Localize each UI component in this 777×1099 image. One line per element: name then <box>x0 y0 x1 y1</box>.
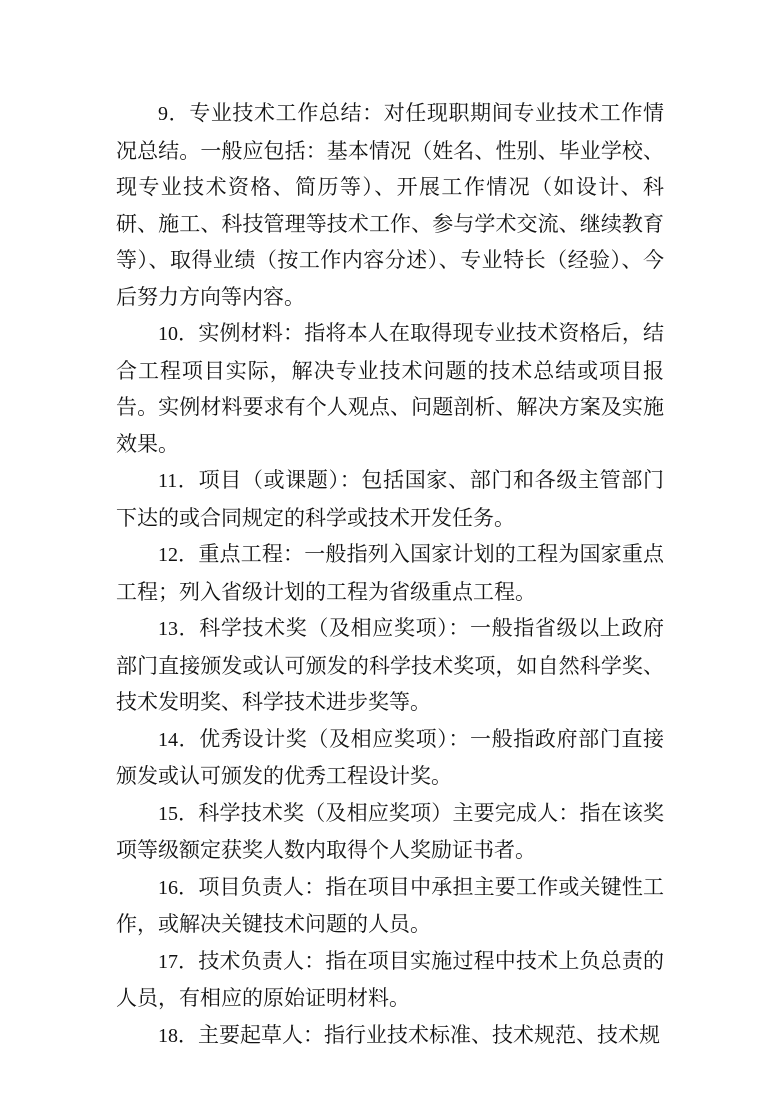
paragraph-number: 12． <box>158 544 199 566</box>
paragraph-number: 10． <box>158 323 199 345</box>
paragraph-number: 16． <box>158 876 199 899</box>
paragraph-number: 17． <box>158 950 199 973</box>
paragraph-16 <box>116 869 664 943</box>
paragraph-17 <box>116 943 664 1017</box>
paragraph-number: 11． <box>158 470 199 492</box>
paragraph-12 <box>116 536 664 610</box>
paragraph-15 <box>116 795 664 869</box>
paragraph-text: 技术负责人：指在项目实施过程中技术上负总责的人员，有相应的原始证明材料。 <box>116 948 665 1010</box>
paragraph-number: 14． <box>158 728 200 751</box>
paragraph-text: 科学技术奖（及相应奖项）：一般指省级以上政府部门直接颁发或认可颁发的科学技术奖项，如自然科学奖、技术发明奖、科学技术进步奖等。 <box>116 616 665 714</box>
paragraph-text: 优秀设计奖（及相应奖项）：一般指政府部门直接颁发或认可颁发的优秀工程设计奖。 <box>116 726 665 788</box>
paragraph-text: 项目（或课题）：包括国家、部门和各级主管部门下达的或合同规定的科学或技术开发任务。 <box>116 468 665 530</box>
paragraph-text: 专业技术工作总结：对任现职期间专业技术工作情况总结。一般应包括：基本情况（姓名、性别、毕业学校、现专业技术资格、简历等）、开展工作情况（如设计、科研、施工、科技管理等技术工作、参与学术交流、继续教育等）、取得业绩（按工作内容分述）、专业特长（经验）、今后努力方向等内容。 <box>116 101 664 309</box>
paragraph-text: 科学技术奖（及相应奖项）主要完成人：指在该奖项等级额定获奖人数内取得个人奖励证书者。 <box>116 800 665 862</box>
paragraph-text: 主要起草人：指行业技术标准、技术规范、技术规 <box>198 1022 660 1047</box>
paragraph-number: 9． <box>158 103 190 125</box>
paragraph-14 <box>116 721 664 795</box>
paragraph-11 <box>116 462 664 536</box>
document-body <box>116 95 664 1054</box>
paragraph-text: 项目负责人：指在项目中承担主要工作或关键性工作，或解决关键技术问题的人员。 <box>116 874 665 936</box>
paragraph-text: 实例材料：指将本人在取得现专业技术资格后，结合工程项目实际，解决专业技术问题的技术总结或项目报告。实例材料要求有个人观点、问题剖析、解决方案及实施效果。 <box>116 321 665 456</box>
paragraph-18 <box>116 1017 664 1055</box>
paragraph-text: 重点工程：一般指列入国家计划的工程为国家重点工程；列入省级计划的工程为省级重点工程。 <box>116 542 665 604</box>
paragraph-number: 15． <box>158 802 199 825</box>
paragraph-9 <box>116 95 664 315</box>
paragraph-number: 13． <box>158 618 200 640</box>
paragraph-13 <box>116 610 664 721</box>
paragraph-10 <box>116 315 664 462</box>
paragraph-number: 18． <box>158 1024 198 1047</box>
